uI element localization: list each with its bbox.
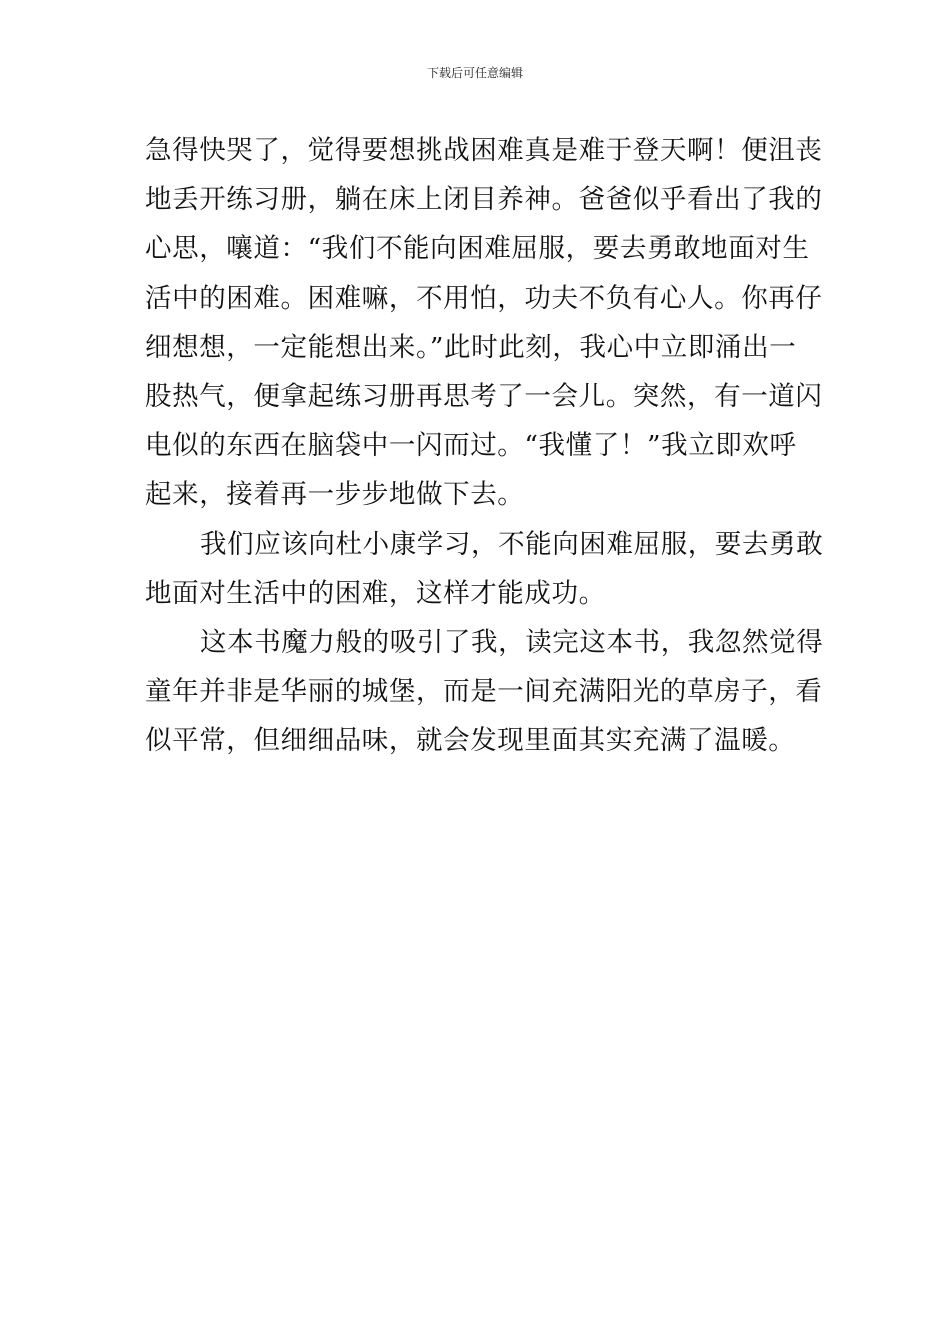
document-body (145, 126, 824, 766)
paragraph-1 (145, 126, 823, 520)
text-line: 地面对生活中的困难，这样才能成功。 (145, 577, 606, 609)
text-line: 心思，嚷道：“我们不能向困难屈服，要去勇敢地面对生 (145, 233, 810, 265)
paragraph-3 (145, 618, 824, 766)
text-line: 活中的困难。困难嘛，不用怕，功夫不负有心人。你再仔 (145, 282, 823, 314)
paragraph-2 (145, 520, 824, 618)
text-line: 起来，接着再一步步地做下去。 (145, 479, 525, 511)
page-header: 下载后可任意编辑 (426, 66, 523, 80)
text-line: 童年并非是华丽的城堡，而是一间充满阳光的草房子，看 (145, 676, 823, 708)
text-line: 我们应该向杜小康学习，不能向困难屈服，要去勇敢 (200, 528, 824, 560)
text-line: 股热气，便拿起练习册再思考了一会儿。突然，有一道闪 (145, 381, 823, 413)
text-line: 地丢开练习册，躺在床上闭目养神。爸爸似乎看出了我的 (145, 184, 823, 216)
text-line: 细想想，一定能想出来。”此时此刻，我心中立即涌出一 (145, 331, 797, 363)
text-line: 急得快哭了，觉得要想挑战困难真是难于登天啊！便沮丧 (145, 135, 823, 166)
text-line: 似平常，但细细品味，就会发现里面其实充满了温暖。 (145, 725, 796, 757)
text-line: 电似的东西在脑袋中一闪而过。“我懂了！”我立即欢呼 (145, 430, 797, 462)
text-line: 这本书魔力般的吸引了我，读完这本书，我忽然觉得 (200, 627, 824, 659)
